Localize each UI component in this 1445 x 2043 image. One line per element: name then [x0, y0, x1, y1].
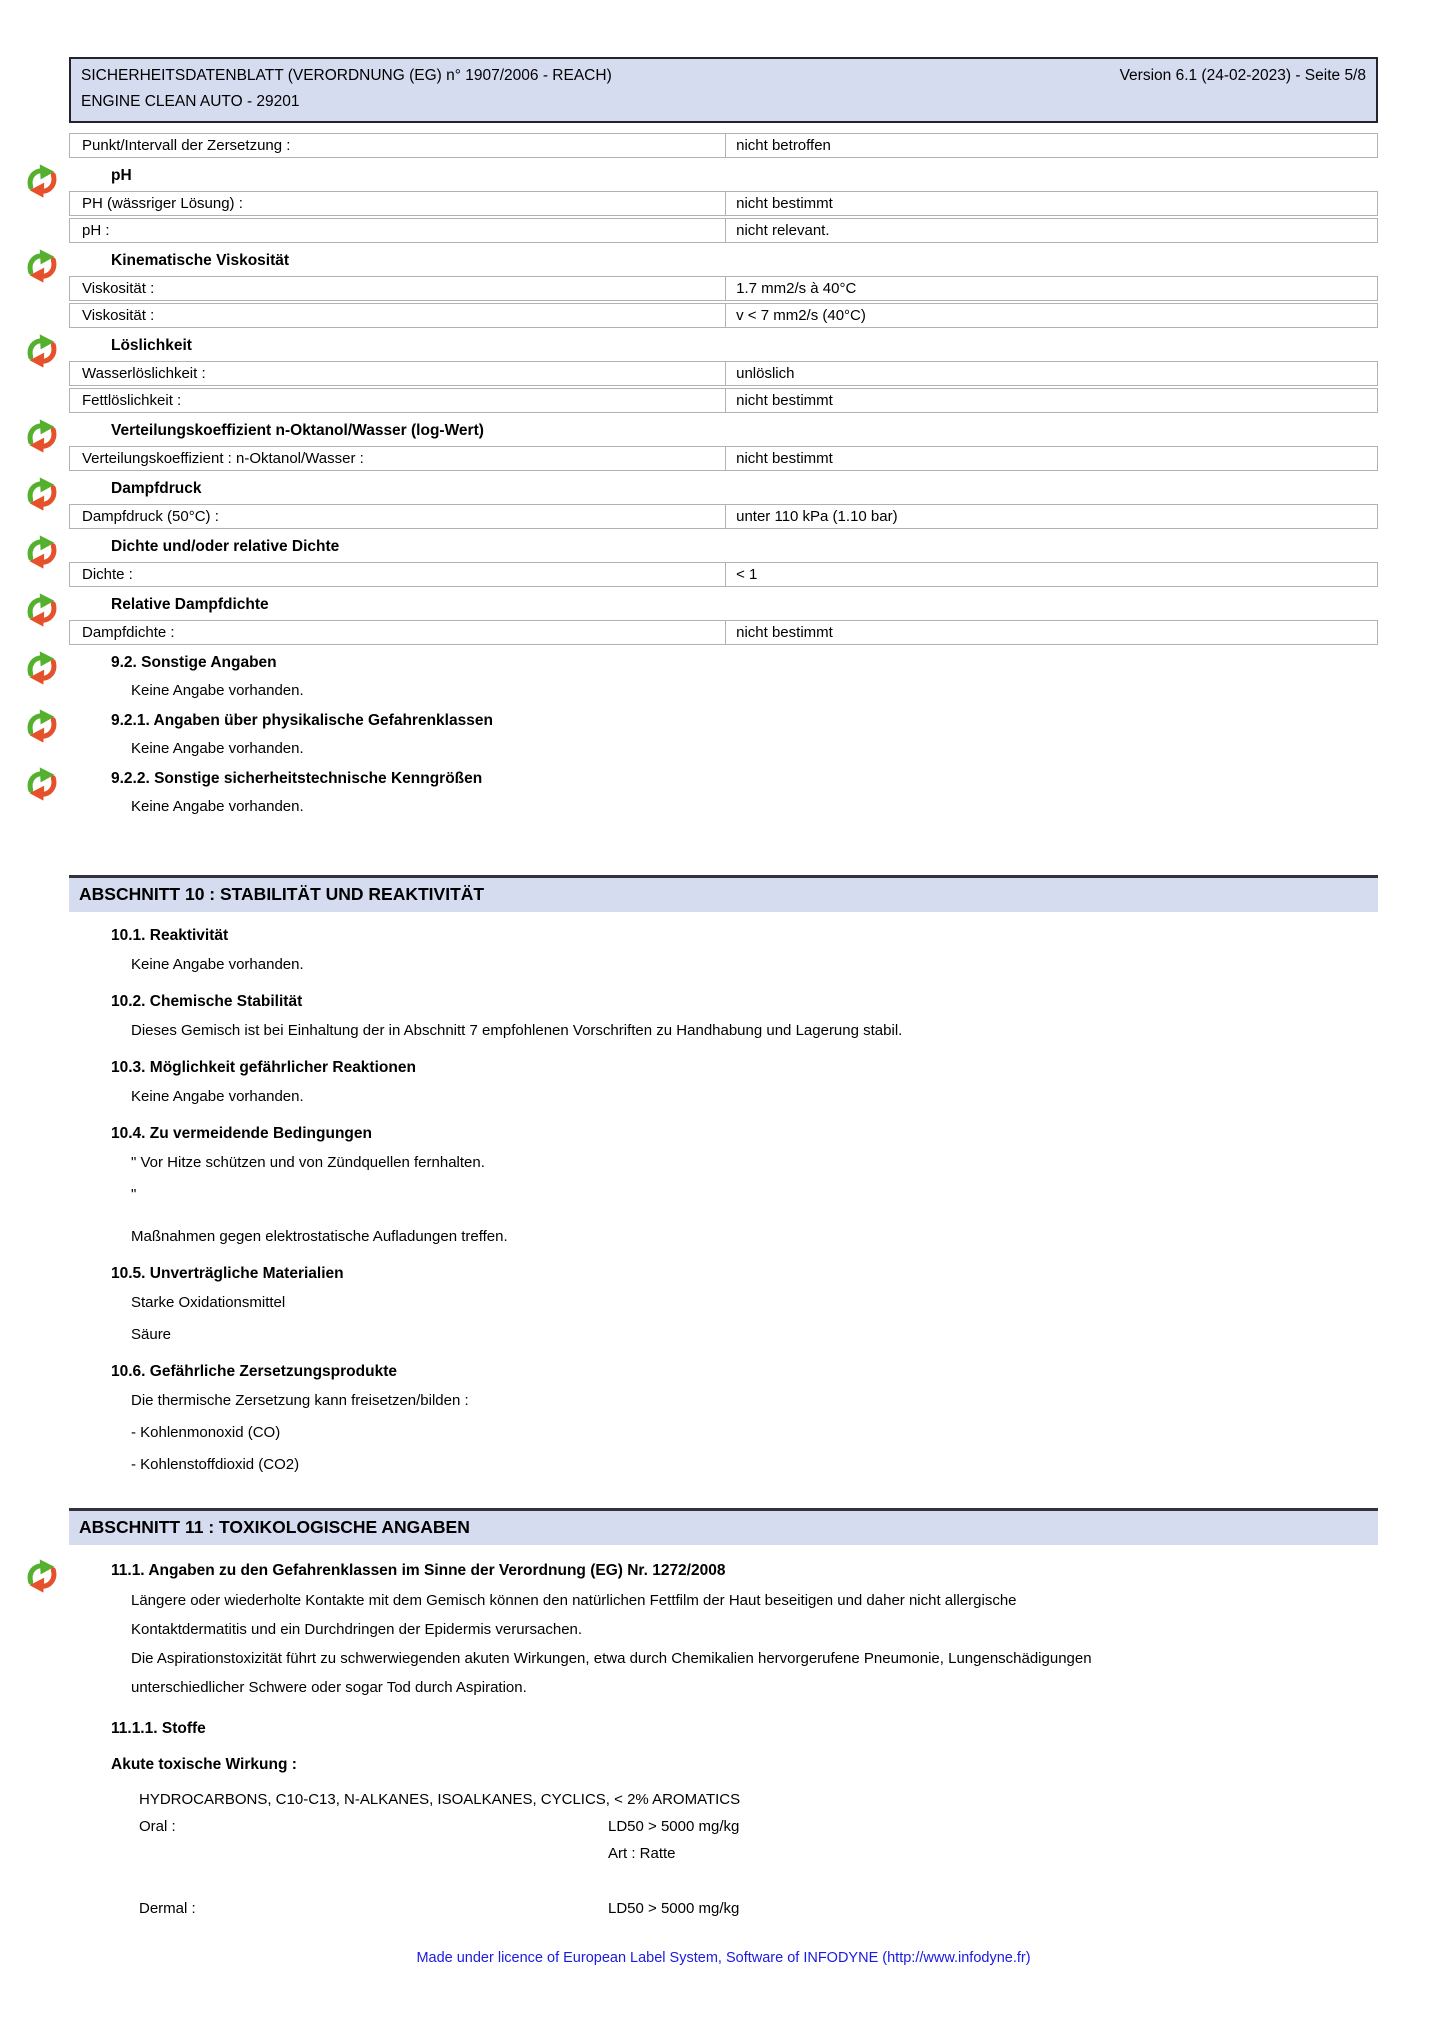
tox-row-oral	[139, 1813, 1378, 1867]
paragraph-line: Kontaktdermatitis und ein Durchdringen der Epidermis verursachen.	[131, 1621, 583, 1638]
product-name: ENGINE CLEAN AUTO - 29201	[81, 93, 300, 110]
row-value: < 1	[736, 566, 758, 583]
doc-title: SICHERHEITSDATENBLATT (VERORDNUNG (EG) n° 1907/2006 - REACH)	[81, 67, 612, 84]
tox-species: Art : Ratte	[608, 1845, 676, 1862]
property-heading-label: pH	[111, 167, 132, 184]
table-row	[69, 303, 1378, 328]
table-row	[69, 133, 1378, 158]
paragraph-line: Längere oder wiederholte Kontakte mit dem Gemisch können den natürlichen Fettfilm der Haut beseitigen und daher nicht allergische	[131, 1592, 1017, 1609]
property-heading	[69, 594, 1378, 615]
sync-arrows-icon	[24, 534, 60, 570]
row-label: Verteilungskoeffizient : n-Oktanol/Wasser :	[70, 447, 726, 470]
section-10-item	[69, 925, 1378, 978]
tox-value: LD50 > 5000 mg/kg	[608, 1900, 740, 1917]
item-heading: 10.4. Zu vermeidende Bedingungen	[111, 1125, 372, 1142]
item-text: " Vor Hitze schützen und von Zündquellen fernhalten.	[131, 1154, 485, 1171]
property-heading	[69, 250, 1378, 271]
sync-arrows-icon	[24, 650, 60, 686]
row-value: nicht relevant.	[736, 222, 830, 239]
sync-arrows-icon	[24, 476, 60, 512]
note-text: Keine Angabe vorhanden.	[131, 798, 304, 815]
doc-version-page: Version 6.1 (24-02-2023) - Seite 5/8	[1119, 67, 1366, 84]
row-label: Wasserlöslichkeit :	[70, 362, 726, 385]
paragraph-line: Die Aspirationstoxizität führt zu schwerwiegenden akuten Wirkungen, etwa durch Chemikalien hervorgerufene Pneumonie, Lungenschädigungen	[131, 1650, 1092, 1667]
item-text: Keine Angabe vorhanden.	[131, 1088, 304, 1105]
table-row	[69, 191, 1378, 216]
section-10-item	[69, 1263, 1378, 1348]
section-10-banner: ABSCHNITT 10 : STABILITÄT UND REAKTIVITÄT	[69, 875, 1378, 912]
table-row	[69, 361, 1378, 386]
item-text: Starke Oxidationsmittel	[131, 1294, 286, 1311]
tox-row-dermal	[139, 1895, 1378, 1922]
substance-name: HYDROCARBONS, C10-C13, N-ALKANES, ISOALKANES, CYCLICS, < 2% AROMATICS	[139, 1791, 741, 1808]
property-heading-label: Kinematische Viskosität	[111, 252, 290, 269]
section-10-item	[69, 991, 1378, 1044]
row-label: Viskosität :	[70, 304, 726, 327]
section-10-item	[69, 1057, 1378, 1110]
document-header	[69, 57, 1378, 123]
page-content	[69, 57, 1378, 1922]
table-row	[69, 276, 1378, 301]
tox-value: LD50 > 5000 mg/kg	[608, 1818, 740, 1835]
footer	[69, 1950, 1378, 1966]
row-label: Dampfdruck (50°C) :	[70, 505, 726, 528]
subsection-heading	[69, 768, 1378, 789]
row-label: Viskosität :	[70, 277, 726, 300]
table-row	[69, 218, 1378, 243]
subsection-heading-label: 11.1. Angaben zu den Gefahrenklassen im Sinne der Verordnung (EG) Nr. 1272/2008	[111, 1562, 726, 1579]
subsection-heading-label: 9.2.1. Angaben über physikalische Gefahrenklassen	[111, 712, 493, 729]
row-value: nicht bestimmt	[736, 624, 833, 641]
table-row	[69, 388, 1378, 413]
row-label: pH :	[70, 219, 726, 242]
item-text: Keine Angabe vorhanden.	[131, 956, 304, 973]
note-text: Keine Angabe vorhanden.	[131, 682, 304, 699]
row-value: nicht bestimmt	[736, 195, 833, 212]
table-row	[69, 562, 1378, 587]
row-value: nicht bestimmt	[736, 392, 833, 409]
sync-arrows-icon	[24, 766, 60, 802]
sync-arrows-icon	[24, 592, 60, 628]
subsection-heading-label: 9.2.2. Sonstige sicherheitstechnische Kenngrößen	[111, 770, 483, 787]
property-heading-label: Dichte und/oder relative Dichte	[111, 538, 340, 555]
section-11-banner: ABSCHNITT 11 : TOXIKOLOGISCHE ANGABEN	[69, 1508, 1378, 1545]
row-label: PH (wässriger Lösung) :	[70, 192, 726, 215]
sync-arrows-icon	[24, 708, 60, 744]
item-text: - Kohlenstoffdioxid (CO2)	[131, 1456, 300, 1473]
table-row	[69, 504, 1378, 529]
item-text: Säure	[131, 1326, 172, 1343]
property-heading-label: Dampfdruck	[111, 480, 202, 497]
subsection-heading	[69, 652, 1378, 673]
item-heading: Akute toxische Wirkung :	[111, 1756, 297, 1773]
footer-licence-link[interactable]: Made under licence of European Label System, Software of INFODYNE (http://www.infodyne.fr)	[416, 1950, 1031, 1966]
item-text: Dieses Gemisch ist bei Einhaltung der in Abschnitt 7 empfohlenen Vorschriften zu Handhabung und Lagerung stabil.	[131, 1022, 903, 1039]
row-label: Dichte :	[70, 563, 726, 586]
item-heading: 10.5. Unverträgliche Materialien	[111, 1265, 344, 1282]
sync-arrows-icon	[24, 248, 60, 284]
subsection-heading	[69, 1560, 1378, 1581]
item-heading: 11.1.1. Stoffe	[111, 1720, 206, 1737]
sync-arrows-icon	[24, 1558, 60, 1594]
item-text: "	[131, 1186, 137, 1203]
property-heading	[69, 420, 1378, 441]
section-10-item	[69, 1361, 1378, 1478]
item-heading: 10.1. Reaktivität	[111, 927, 229, 944]
row-label: Dampfdichte :	[70, 621, 726, 644]
item-text: Maßnahmen gegen elektrostatische Aufladungen treffen.	[131, 1228, 508, 1245]
row-value: unter 110 kPa (1.10 bar)	[736, 508, 898, 525]
row-value: v < 7 mm2/s (40°C)	[736, 307, 866, 324]
item-text: Die thermische Zersetzung kann freisetzen/bilden :	[131, 1392, 469, 1409]
row-value: nicht bestimmt	[736, 450, 833, 467]
table-row	[69, 620, 1378, 645]
property-heading-label: Löslichkeit	[111, 337, 192, 354]
row-value: 1.7 mm2/s à 40°C	[736, 280, 857, 297]
property-heading-label: Relative Dampfdichte	[111, 596, 269, 613]
item-heading: 10.3. Möglichkeit gefährlicher Reaktionen	[111, 1059, 416, 1076]
tox-route-label: Oral :	[139, 1818, 176, 1835]
row-value: unlöslich	[736, 365, 795, 382]
item-heading: 10.2. Chemische Stabilität	[111, 993, 303, 1010]
property-heading	[69, 478, 1378, 499]
subsection-heading-label: 9.2. Sonstige Angaben	[111, 654, 277, 671]
sync-arrows-icon	[24, 163, 60, 199]
item-text: - Kohlenmonoxid (CO)	[131, 1424, 281, 1441]
table-row	[69, 446, 1378, 471]
sync-arrows-icon	[24, 333, 60, 369]
property-heading	[69, 165, 1378, 186]
row-label: Fettlöslichkeit :	[70, 389, 726, 412]
property-heading-label: Verteilungskoeffizient n-Oktanol/Wasser (log-Wert)	[111, 422, 484, 439]
row-value: nicht betroffen	[736, 137, 831, 154]
item-heading: 10.6. Gefährliche Zersetzungsprodukte	[111, 1363, 397, 1380]
property-heading	[69, 335, 1378, 356]
sync-arrows-icon	[24, 418, 60, 454]
tox-route-label: Dermal :	[139, 1900, 196, 1917]
property-heading	[69, 536, 1378, 557]
row-label: Punkt/Intervall der Zersetzung :	[70, 134, 726, 157]
subsection-heading	[69, 710, 1378, 731]
paragraph-line: unterschiedlicher Schwere oder sogar Tod durch Aspiration.	[131, 1679, 527, 1696]
section-10-item	[69, 1123, 1378, 1250]
note-text: Keine Angabe vorhanden.	[131, 740, 304, 757]
